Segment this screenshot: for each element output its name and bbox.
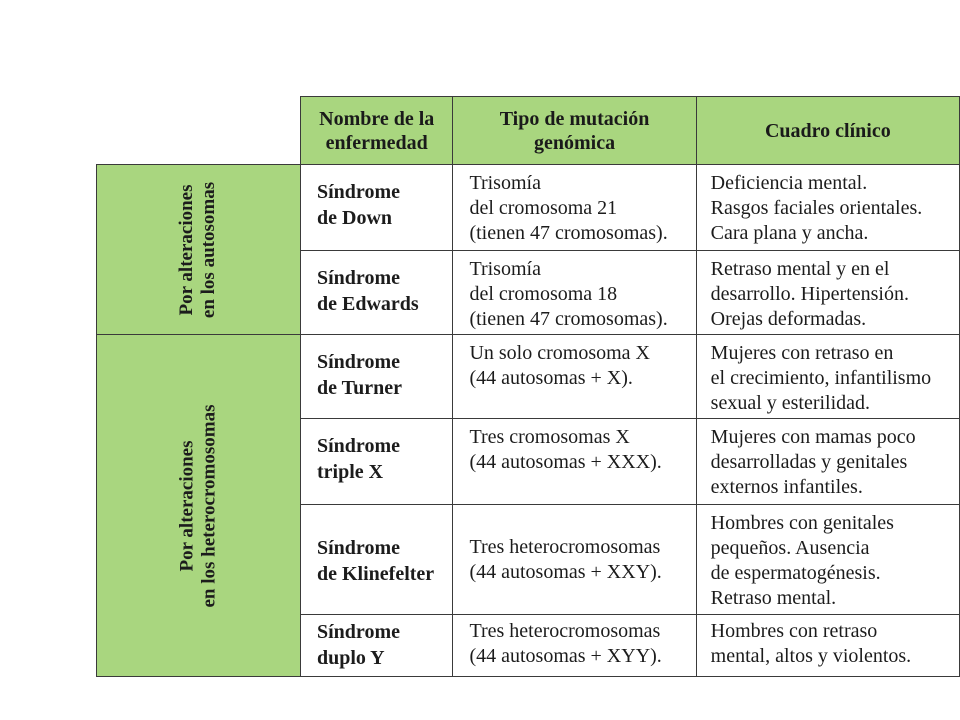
mutation-type: Tres cromosomas X (44 autosomas + XXX). <box>453 419 696 505</box>
clinical-picture: Mujeres con mamas poco desarrolladas y genitales externos infantiles. <box>696 419 959 505</box>
disease-name: Síndrome duplo Y <box>301 615 453 677</box>
mutation-type: Tres heterocromosomas (44 autosomas + XXY). <box>453 505 696 615</box>
clinical-picture: Retraso mental y en el desarrollo. Hipertensión. Orejas deformadas. <box>696 251 959 335</box>
disease-name: Síndrome de Turner <box>301 335 453 419</box>
clinical-picture: Deficiencia mental. Rasgos faciales orientales. Cara plana y ancha. <box>696 165 959 251</box>
header-clinical: Cuadro clínico <box>696 97 959 165</box>
header-name: Nombre de la enfermedad <box>301 97 453 165</box>
genomic-mutations-table <box>96 96 960 677</box>
mutation-type: Tres heterocromosomas (44 autosomas + XYY). <box>453 615 696 677</box>
disease-name: Síndrome triple X <box>301 419 453 505</box>
table-row <box>97 335 960 419</box>
group-label-autosomas: Por alteraciones en los autosomas <box>97 165 301 335</box>
disease-name: Síndrome de Edwards <box>301 251 453 335</box>
header-mutation: Tipo de mutación genómica <box>453 97 696 165</box>
clinical-picture: Hombres con retraso mental, altos y violentos. <box>696 615 959 677</box>
disease-name: Síndrome de Klinefelter <box>301 505 453 615</box>
mutation-type: Trisomía del cromosoma 21 (tienen 47 cromosomas). <box>453 165 696 251</box>
clinical-picture: Mujeres con retraso en el crecimiento, infantilismo sexual y esterilidad. <box>696 335 959 419</box>
header-row <box>97 97 960 165</box>
table-row <box>97 165 960 251</box>
header-corner <box>97 97 301 165</box>
group-label-heterocromosomas: Por alteraciones en los heterocromosomas <box>97 335 301 677</box>
mutation-type: Un solo cromosoma X (44 autosomas + X). <box>453 335 696 419</box>
mutation-type: Trisomía del cromosoma 18 (tienen 47 cromosomas). <box>453 251 696 335</box>
clinical-picture: Hombres con genitales pequeños. Ausencia de espermatogénesis. Retraso mental. <box>696 505 959 615</box>
disease-name: Síndrome de Down <box>301 165 453 251</box>
